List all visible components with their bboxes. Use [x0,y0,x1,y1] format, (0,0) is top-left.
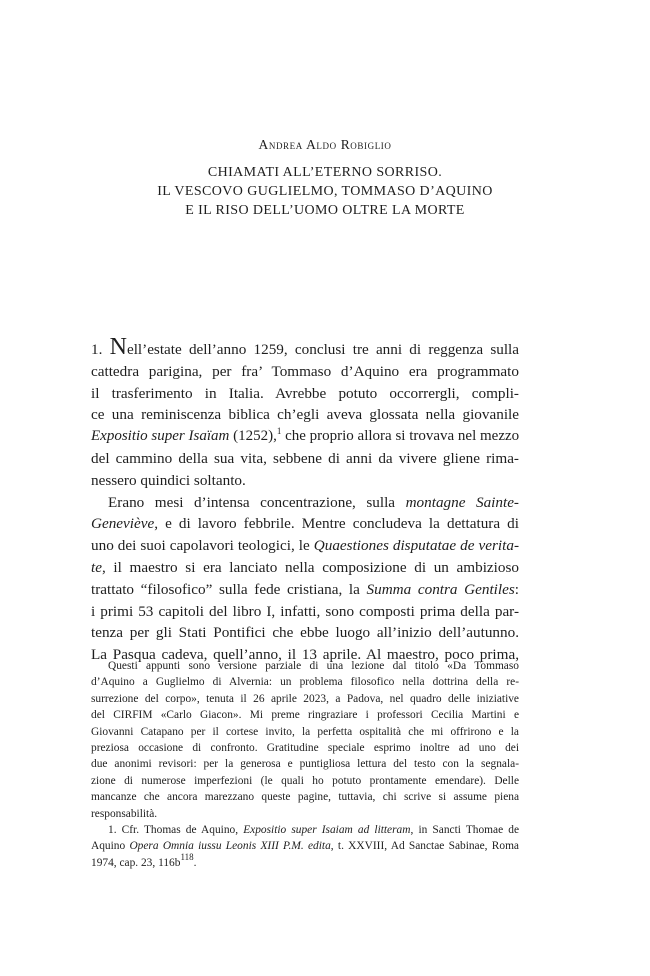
text-run: . [193,856,197,869]
text-run: 1974, cap. 23, 116b [91,856,181,869]
footnote-ref-1[interactable]: 1 [276,426,282,437]
italic-title: Expositio super Isaïam [91,428,230,445]
superscript: 118 [180,851,194,862]
italic-title: Quaestiones disputatae de verita- [313,537,519,555]
italic-title: Expositio super Isaiam ad litteram [243,824,411,837]
body-line: tenza per gli Stati Pontifici che ebbe luogo all’inizio dell’autunno. [91,624,519,642]
text-run: «Carlo Giacon». Mi preme ringraziare i professori Cecilia Martini e [152,709,519,722]
article-title [0,163,650,220]
italic-place: Geneviève [91,515,155,533]
note-line [91,707,519,723]
body-line: del cammino della sua vita, sebbene di anni da vivere gliene rima- [91,449,519,467]
italic-place: montagne Sainte- [405,493,519,511]
text-run: uno dei suoi capolavori teologici, le [91,537,314,555]
text-run: ell’estate dell’anno 1259, conclusi tre anni di reggenza sulla [126,341,520,358]
body-line: cattedra parigina, per fra’ Tommaso d’Aquino era programmato [91,362,519,380]
note-line: preziosa occasione di confronto. Gratitudine speciale esprimo inoltre ad uno dei [91,742,519,755]
text-run: del [91,709,114,722]
footnote-1 [91,822,519,871]
body-line [91,557,519,579]
title-line-2: IL VESCOVO GUGLIELMO, TOMMASO D’AQUINO [157,184,493,199]
body-line [91,492,519,514]
note-line: zione di numerose imperfezioni (le quali ho potuto prontamente emendare). Delle [91,774,519,787]
note-line: Giovanni Catapano per il cortese invito, la perfetta ospitalità che mi offrirono e la [91,725,519,738]
note-line [91,838,519,854]
text-run: Erano mesi d’intensa concentrazione, sulla [108,493,406,511]
note-line: responsabilità. [91,807,158,820]
note-line: d’Aquino a Guglielmo di Alvernia: un problema filosofico nella dottrina della re- [91,676,519,689]
footnote-intro [91,658,519,822]
body-line: i primi 53 capitoli del libro I, infatti, sono composti prima della par- [91,602,519,620]
body-line [91,579,519,601]
text-run: 1. Cfr. Thomas de Aquino, [108,824,244,837]
footnotes [91,658,519,871]
text-run: (1252), [229,428,277,445]
italic-title: te [91,558,102,576]
text-run: , e di lavoro febbrile. Mentre concludeva la dettatura di [154,515,519,533]
italic-title: Opera Omnia iussu Leonis XIII P.M. edita [129,840,331,853]
italic-title: Summa contra Gentiles [366,580,515,598]
note-line [91,851,519,871]
body-line: La Pasqua cadeva, quell’anno, il 13 aprile. Al maestro, poco prima, [91,646,519,664]
note-line [91,822,519,838]
author-name: Andrea Aldo Robiglio [258,137,392,152]
body-line [91,426,519,448]
body-text [91,334,520,666]
acronym: CIRFIM [113,709,153,722]
paragraph-1 [91,334,520,492]
body-line: ce una reminiscenza biblica ch’egli aveva glossata nella giovanile [91,406,519,424]
body-line [91,513,519,535]
note-line: Questi appunti sono versione parziale di una lezione dal titolo «Da Tommaso [108,660,519,672]
title-line-3: E IL RISO DELL’UOMO OLTRE LA MORTE [185,203,465,218]
text-run: Aquino [91,840,130,853]
body-line [91,535,519,557]
text-run: , t. XXVIII, Ad Sanctae Sabinae, Roma [330,840,519,853]
body-line: nessero quindici soltanto. [91,471,246,489]
text-run: : [514,580,519,598]
drop-capital: N [109,334,127,360]
text-run: che proprio allora si trovava nel mezzo [281,428,520,445]
text-run: , il maestro si era lanciato nella composizione di un ambizioso [101,558,519,576]
body-line: il trasferimento in Italia. Avrebbe potuto occorrergli, compli- [91,384,519,402]
body-line [91,334,520,361]
section-number: 1. [91,341,103,358]
note-line: surrezione del corpo», tenuta il 26 aprile 2023, a Padova, nel quadro delle iniziative [91,692,519,705]
paragraph-2 [91,492,519,666]
note-line: mancanze che ancora marezzano queste pagine, tuttavia, chi scrive si assume piena [91,791,519,804]
text-run: , in Sancti Thomae de [410,824,520,837]
title-line-1: CHIAMATI ALL’ETERNO SORRISO. [207,165,443,180]
note-line: due anonimi revisori: per la generosa e puntigliosa lettura del testo con la segnala- [91,758,519,771]
text-run: trattato “filosofico” sulla fede cristiana, la [91,580,367,598]
